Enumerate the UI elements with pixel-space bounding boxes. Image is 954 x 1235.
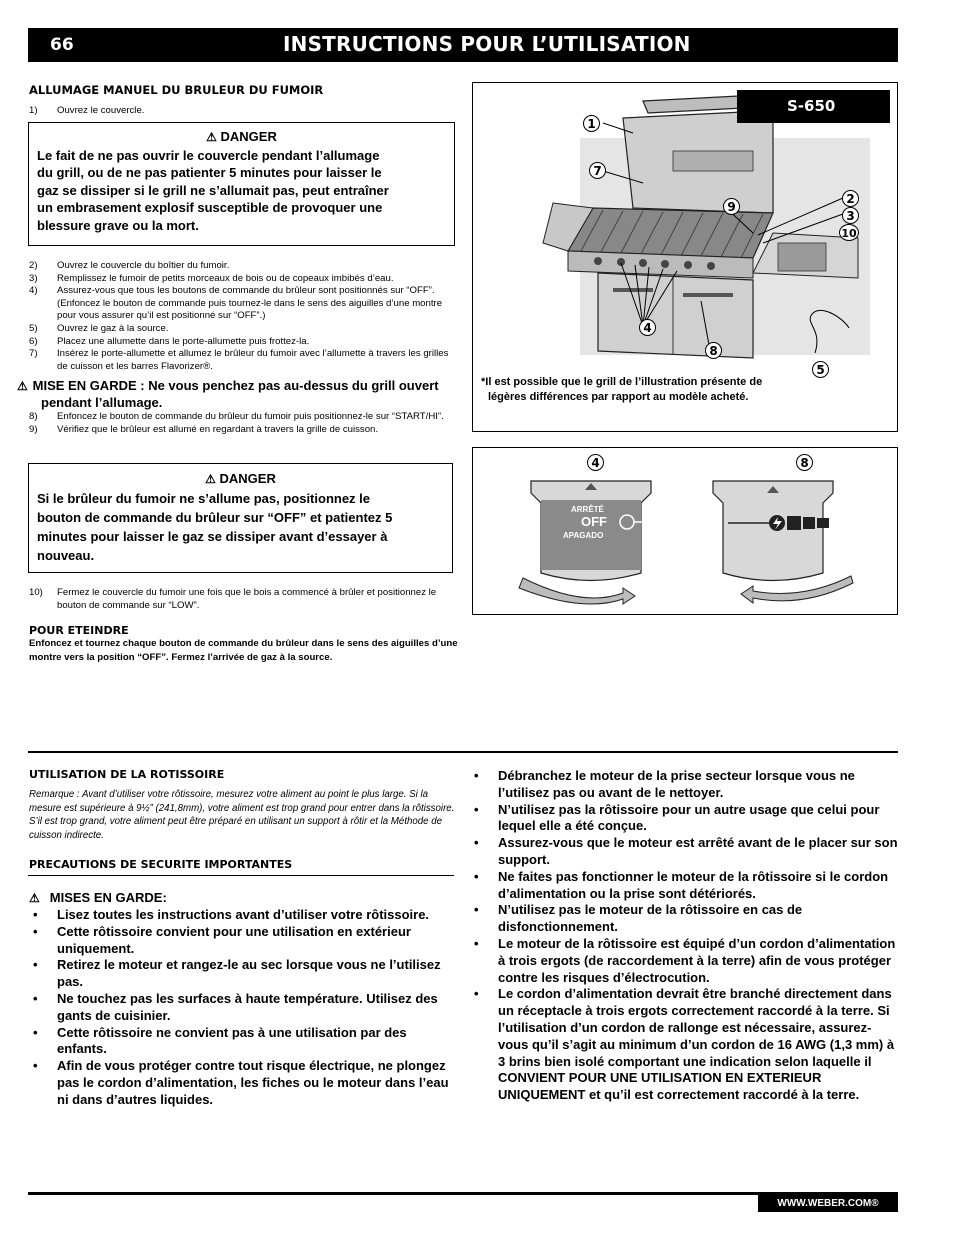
warnings-list-left <box>29 907 454 1109</box>
step-item: 3) Remplissez le fumoir de petits morceaux de bois ou de copeaux imbibés d’eau. <box>29 272 394 284</box>
model-label: S-650 <box>737 90 890 123</box>
list-item: • Lisez toutes les instructions avant d’utiliser votre rôtissoire. <box>33 907 430 922</box>
knob-callout-8: 8 <box>796 454 813 471</box>
step-item: 6) Placez une allumette dans le porte-allumette puis frottez-la. <box>29 335 310 347</box>
page-header <box>28 28 898 62</box>
list-item: • Débranchez le moteur de la prise secteur lorsque vous ne l’utilisez pas ou avant de le nettoyer. <box>474 768 855 800</box>
caution-line: ⚠ MISE EN GARDE : Ne vous penchez pas au-dessus du grill ouvert pendant l’allumage. <box>17 378 439 410</box>
knob-figure <box>472 447 898 615</box>
list-item: • N’utilisez pas le moteur de la rôtissoire en cas de disfonctionnement. <box>474 902 803 935</box>
callout-9: 9 <box>723 198 740 215</box>
warnings-list-right <box>470 768 898 1104</box>
step-list-2 <box>29 260 454 373</box>
step-item: 7) Insérez le porte-allumette et allumez le brûleur du fumoir avec l’allumette à travers les grilles de cuisson et les barres Flavorizer®. <box>29 348 449 372</box>
callout-8: 8 <box>705 342 722 359</box>
footer-url: WWW.WEBER.COM® <box>758 1195 898 1212</box>
step-item: 5) Ouvrez le gaz à la source. <box>29 322 169 334</box>
list-item: • Le cordon d’alimentation devrait être branché directement dans un réceptacle à trois ergots correctement raccordé à la terre. Si l’utilisation d’un cordon de rallonge est nécessaire, assurez-vous qu’il s’agit au minimum d’un cordon de 16 AWG (1,3 mm) à 3 brins bien isolé comportant une indication selon laquelle il CONVIENT POUR UNE UTILISATION EN EXTERIEUR UNIQUEMENT et qu’il est correctement raccordé à la terre. <box>474 986 895 1103</box>
callout-7: 7 <box>589 162 606 179</box>
turn-off-text: Enfoncez et tournez chaque bouton de commande du brûleur dans le sens des aiguilles d’une montre vers la position “OFF”. Fermez l’arrivée de gaz à la source. <box>29 638 458 663</box>
safety-heading: PRECAUTIONS DE SECURITE IMPORTANTES <box>29 858 293 871</box>
step-item: 2) Ouvrez le couvercle du boîtier du fumoir. <box>29 260 230 271</box>
danger-box-1 <box>28 122 455 246</box>
section-divider <box>28 751 898 753</box>
manual-light-heading: ALLUMAGE MANUEL DU BRULEUR DU FUMOIR <box>29 83 324 97</box>
callout-2: 2 <box>842 190 859 207</box>
step-list-4 <box>29 587 454 612</box>
list-item: • Ne faites pas fonctionner le moteur de la rôtissoire si le cordon d’alimentation ou la prise sont détériorés. <box>474 868 889 901</box>
rotisserie-note: Remarque : Avant d’utiliser votre rôtissoire, mesurez votre aliment au point le plus large. Si la mesure est supérieure à 9½” (241,8mm), votre aliment est trop grand pour entrer dans la rôtissoire. S’il est trop grand, votre aliment peut être préparé en utilisant un support à rôtir et la Méthode de cuisson indirecte. <box>29 789 455 841</box>
step-item: 1) Ouvrez le couvercle. <box>29 105 145 116</box>
danger-box-2 <box>28 463 453 573</box>
step-list-3 <box>29 411 454 436</box>
page-title: INSTRUCTIONS POUR L’UTILISATION <box>283 32 691 56</box>
safety-rule <box>28 875 454 876</box>
callout-1: 1 <box>583 115 600 132</box>
warnings-title: ⚠ MISES EN GARDE: <box>29 890 167 905</box>
list-item: • Le moteur de la rôtissoire est équipé d’un cordon d’alimentation à trois ergots (de raccordement à la terre) afin de vous protéger contre les risques d’électrocution. <box>474 935 896 985</box>
knob-illustration <box>473 448 897 614</box>
danger-line: Le fait de ne pas ouvrir le couvercle pendant l’allumage <box>37 147 380 163</box>
warning-triangle-icon: ⚠ <box>206 130 217 144</box>
list-item: • Cette rôtissoire convient pour une utilisation en extérieur uniquement. <box>33 923 411 956</box>
danger-title: ⚠ DANGER <box>37 128 446 147</box>
step-item: 9) Vérifiez que le brûleur est allumé en regardant à travers la grille de cuisson. <box>29 423 379 435</box>
list-item: • N’utilisez pas la rôtissoire pour un autre usage que celui pour lequel elle a été conçue. <box>474 801 880 834</box>
danger-line: nouveau. <box>37 548 95 563</box>
danger-line: Si le brûleur du fumoir ne s’allume pas, positionnez le <box>37 491 371 506</box>
danger-title: ⚠ DANGER <box>37 469 444 489</box>
list-item: • Ne touchez pas les surfaces à haute température. Utilisez des gants de cuisinier. <box>33 990 438 1023</box>
knob-label-off: OFF <box>581 514 607 529</box>
danger-line: du grill, ou de ne pas patienter 5 minutes pour laisser le <box>37 165 382 180</box>
step-list-1 <box>29 105 454 118</box>
callout-10: 10 <box>839 224 859 241</box>
warning-triangle-icon: ⚠ <box>29 891 40 905</box>
list-item: • Afin de vous protéger contre tout risque électrique, ne plongez pas le cordon d’alimentation, les fiches ou le moteur dans l’eau ni dans d’autres liquides. <box>33 1058 449 1107</box>
callout-5: 5 <box>812 361 829 378</box>
danger-line: gaz se dissiper si le grill ne s’allumait pas, peut entraîner <box>37 182 389 198</box>
warning-triangle-icon: ⚠ <box>205 472 216 486</box>
danger-line: minutes pour laisser le gaz se dissiper avant d’essayer à <box>37 529 388 544</box>
knob-callout-4: 4 <box>587 454 604 471</box>
page-number: 66 <box>50 35 74 55</box>
turn-off-heading: POUR ETEINDRE <box>29 624 129 637</box>
list-item: • Cette rôtissoire ne convient pas à une utilisation par des enfants. <box>33 1024 407 1057</box>
callout-3: 3 <box>842 207 859 224</box>
callout-4: 4 <box>639 319 656 336</box>
step-item: 4) Assurez-vous que tous les boutons de commande du brûleur sont positionnés sur “OFF”. (Enfoncez le bouton de commande puis tournez-le dans le sens des aiguilles d’une montre pour vous assurer qu’il est positionné sur “OFF”.) <box>29 285 443 322</box>
rotisserie-heading: UTILISATION DE LA ROTISSOIRE <box>29 768 225 781</box>
list-item: • Retirez le moteur et rangez-le au sec lorsque vous ne l’utilisez pas. <box>33 957 441 990</box>
danger-line: un embrasement explosif susceptible de provoquer une <box>37 200 383 215</box>
step-item: 8) Enfoncez le bouton de commande du brûleur du fumoir puis positionnez-le sur “START/HI”. <box>29 411 444 422</box>
danger-line: bouton de commande du brûleur sur “OFF” et patientez 5 <box>37 510 393 525</box>
knob-label-apagado: APAGADO <box>563 531 604 540</box>
danger-line: blessure grave ou la mort. <box>37 217 199 233</box>
knob-label-arrete: ARRÊTÉ <box>571 505 604 514</box>
list-item: • Assurez-vous que le moteur est arrêté avant de le placer sur son support. <box>474 835 898 867</box>
step-item: 10) Fermez le couvercle du fumoir une fois que le bois a commencé à brûler et positionnez le bouton de commande sur “LOW”. <box>29 587 437 611</box>
grill-figure <box>472 82 898 432</box>
figure-note: *Il est possible que le grill de l’illustration présente de légères différences par rapport au modèle acheté. <box>481 376 763 403</box>
